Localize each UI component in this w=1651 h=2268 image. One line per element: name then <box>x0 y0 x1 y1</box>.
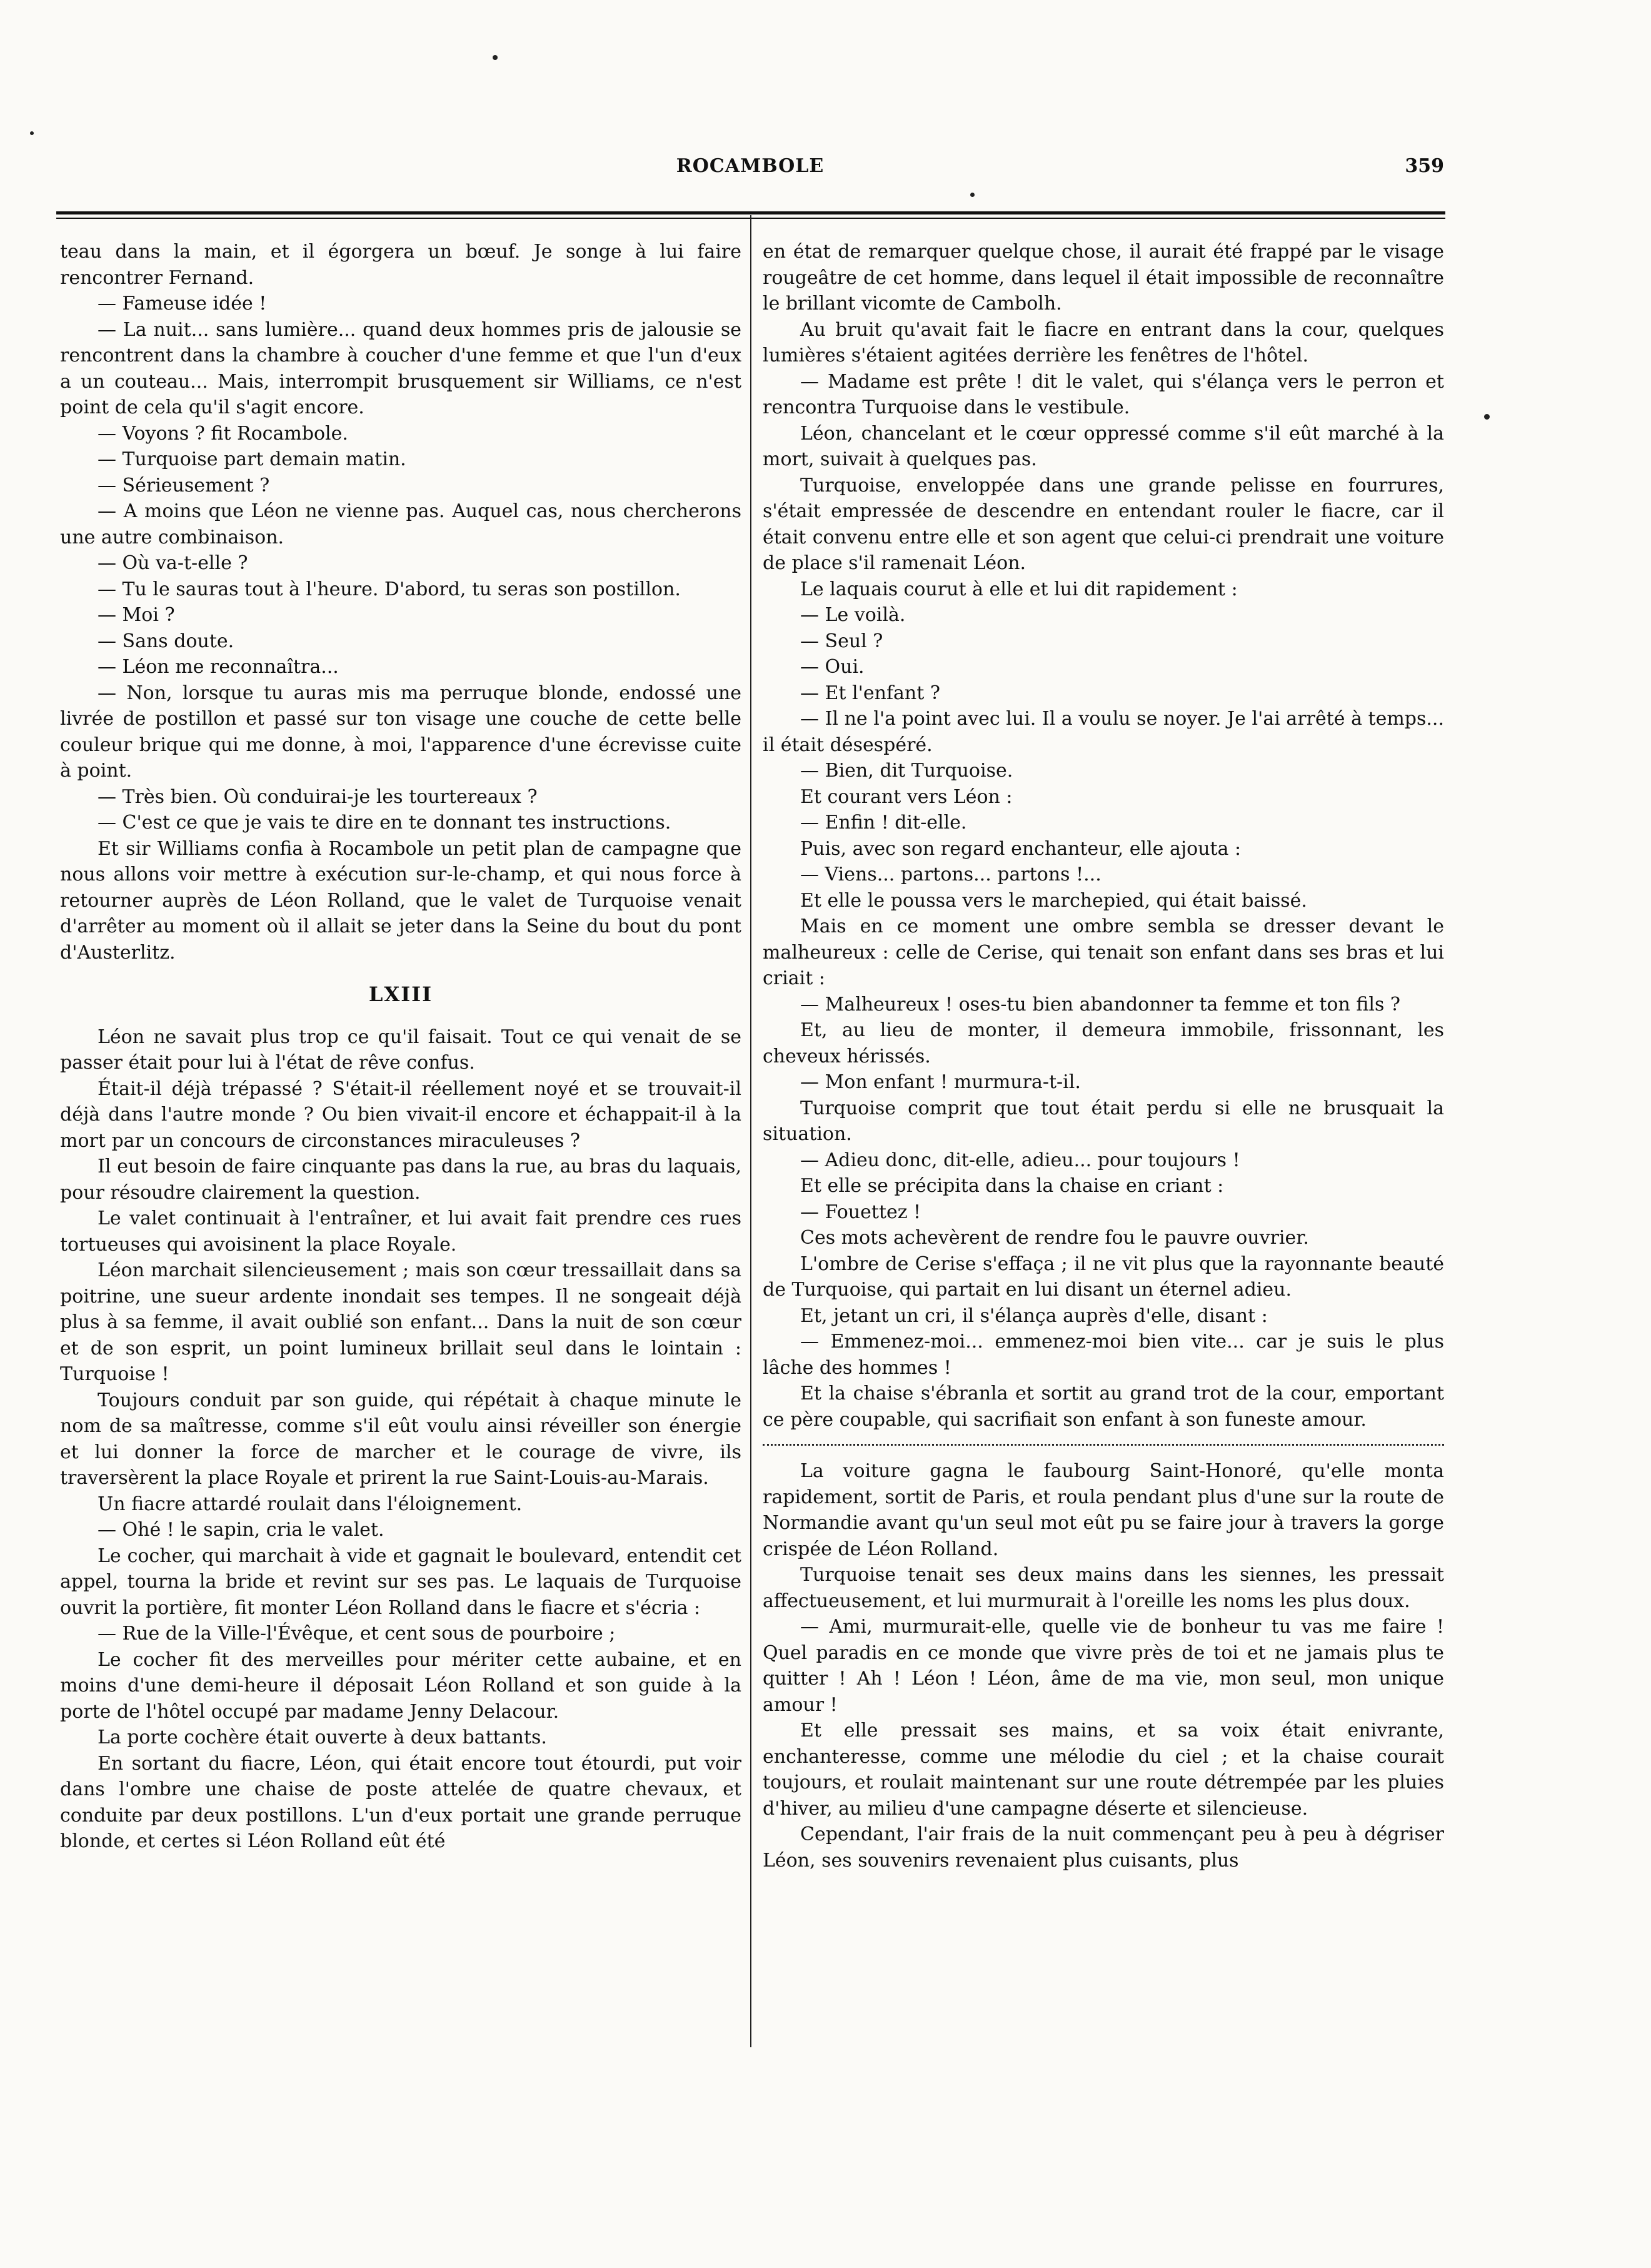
paragraph: — Ami, murmurait-elle, quelle vie de bonheur tu vas me faire ! Quel paradis en ce monde que vivre près de toi et ne jamais plus te quitter ! Ah ! Léon ! Léon, âme de ma vie, mon seul, mon unique amour ! <box>763 1616 1444 1716</box>
left-text-before-chapter <box>60 239 741 965</box>
page-header <box>56 155 1444 186</box>
left-column <box>60 239 741 1855</box>
paragraph: Un fiacre attardé roulait dans l'éloignement. <box>98 1493 523 1515</box>
page-number: 359 <box>1405 155 1444 177</box>
paragraph: Il eut besoin de faire cinquante pas dans la rue, au bras du laquais, pour résoudre clairement la question. <box>60 1156 741 1204</box>
paragraph: — Et l'enfant ? <box>800 682 940 704</box>
paragraph: — Oui. <box>800 656 865 678</box>
paragraph: Léon marchait silencieusement ; mais son cœur tressaillait dans sa poitrine, une sueur ardente inondait ses tempes. Il ne songeait déjà plus à sa femme, il avait oublié son enfant... Dans la nuit de son cœur et de son esprit, un point lumineux brillait seul dans le lointain : Turquoise ! <box>60 1259 741 1385</box>
paragraph: Et, au lieu de monter, il demeura immobile, frissonnant, les cheveux hérissés. <box>763 1019 1444 1067</box>
header-rule-thick <box>56 211 1445 214</box>
paragraph: Et elle pressait ses mains, et sa voix était enivrante, enchanteresse, comme une mélodie du ciel ; et la chaise courait toujours, et roulait maintenant sur une route détrempée par les pluies d'hiver, au milieu d'une campagne déserte et silencieuse. <box>763 1720 1444 1820</box>
ink-speck <box>970 193 975 197</box>
paragraph: La porte cochère était ouverte à deux battants. <box>98 1726 547 1748</box>
paragraph: — Seul ? <box>800 630 883 652</box>
paragraph: Turquoise tenait ses deux mains dans les siennes, les pressait affectueusement, et lui murmurait à l'oreille les noms les plus doux. <box>763 1564 1444 1612</box>
paragraph: Le laquais courut à elle et lui dit rapidement : <box>800 578 1238 600</box>
paragraph: — Ohé ! le sapin, cria le valet. <box>98 1519 384 1541</box>
paragraph: teau dans la main, et il égorgera un bœuf. Je songe à lui faire rencontrer Fernand. <box>60 241 741 289</box>
paragraph: — Madame est prête ! dit le valet, qui s'élança vers le perron et rencontra Turquoise dans le vestibule. <box>763 370 1444 418</box>
paragraph: — Où va-t-elle ? <box>98 552 248 574</box>
paragraph: Et elle le poussa vers le marchepied, qui était baissé. <box>800 889 1307 912</box>
dotted-separator <box>763 1435 1444 1446</box>
paragraph: — A moins que Léon ne vienne pas. Auquel cas, nous chercherons une autre combinaison. <box>60 500 741 548</box>
paragraph: — Le voilà. <box>800 604 906 626</box>
paragraph: Turquoise, enveloppée dans une grande pelisse en fourrures, s'était empressée de descendre en entendant rouler le fiacre, car il était convenu entre elle et son agent que celui-ci prendrait une voiture de place s'il ramenait Léon. <box>763 474 1444 574</box>
paragraph: Cependant, l'air frais de la nuit commençant peu à peu à dégriser Léon, ses souvenirs revenaient plus cuisants, plus <box>763 1823 1444 1872</box>
paragraph: Et elle se précipita dans la chaise en criant : <box>800 1175 1224 1197</box>
chapter-heading: LXIII <box>368 982 433 1006</box>
paragraph: Et sir Williams confia à Rocambole un petit plan de campagne que nous allons voir mettre à exécution sur-le-champ, et qui nous force à retourner auprès de Léon Rolland, que le valet de Turquoise venait d'arrêter au moment où il allait se jeter dans la Seine du bout du pont d'Austerlitz. <box>60 837 741 964</box>
paragraph: Puis, avec son regard enchanteur, elle ajouta : <box>800 837 1242 860</box>
paragraph: Et courant vers Léon : <box>800 785 1013 808</box>
paragraph: — Bien, dit Turquoise. <box>800 760 1013 782</box>
ink-speck <box>30 131 34 135</box>
column-divider <box>750 215 751 2047</box>
paragraph: — Tu le sauras tout à l'heure. D'abord, tu seras son postillon. <box>98 578 681 600</box>
paragraph: — Malheureux ! oses-tu bien abandonner ta femme et ton fils ? <box>800 993 1400 1016</box>
right-text-before-separator <box>763 239 1444 1433</box>
paragraph: — Turquoise part demain matin. <box>98 448 406 470</box>
running-title: ROCAMBOLE <box>676 155 825 177</box>
paragraph: — La nuit... sans lumière... quand deux hommes pris de jalousie se rencontrent dans la chambre à coucher d'une femme et que l'un d'eux a un couteau... Mais, interrompit brusquement sir Williams, ce n'est point de cela qu'il s'agit encore. <box>60 318 741 418</box>
paragraph: Toujours conduit par son guide, qui répétait à chaque minute le nom de sa maîtresse, comme s'il eût voulu ainsi réveiller son énergie et lui donner la force de marcher et le courage de vivre, ils traversèrent la place Royale et prirent la rue Saint-Louis-au-Marais. <box>60 1389 741 1489</box>
paragraph: Le valet continuait à l'entraîner, et lui avait fait prendre ces rues tortueuses qui avoisinent la place Royale. <box>60 1207 741 1256</box>
paragraph: Léon ne savait plus trop ce qu'il faisait. Tout ce qui venait de se passer était pour lui à l'état de rêve confus. <box>60 1026 741 1074</box>
paragraph: Turquoise comprit que tout était perdu si elle ne brusquait la situation. <box>763 1097 1444 1145</box>
paragraph: — Fameuse idée ! <box>98 293 267 315</box>
paragraph: — Enfin ! dit-elle. <box>800 812 967 834</box>
paragraph: — Voyons ? fit Rocambole. <box>98 422 348 445</box>
paragraph: Le cocher fit des merveilles pour mériter cette aubaine, et en moins d'une demi-heure il déposait Léon Rolland et son guide à la porte de l'hôtel occupé par madame Jenny Delacour. <box>60 1648 741 1723</box>
ink-speck <box>1484 414 1490 420</box>
paragraph: — Non, lorsque tu auras mis ma perruque blonde, endossé une livrée de postillon et passé sur ton visage une couche de cette belle couleur brique qui me donne, à moi, l'apparence d'une écrevisse cuite à point. <box>60 682 741 782</box>
ink-speck <box>493 55 498 60</box>
paragraph: — Adieu donc, dit-elle, adieu... pour toujours ! <box>800 1149 1240 1171</box>
paragraph: — Sérieusement ? <box>98 474 270 496</box>
paragraph: — Léon me reconnaîtra... <box>98 656 339 678</box>
paragraph: en état de remarquer quelque chose, il aurait été frappé par le visage rougeâtre de cet homme, dans lequel il était impossible de reconnaître le brillant vicomte de Cambolh. <box>763 241 1444 315</box>
paragraph: L'ombre de Cerise s'effaça ; il ne vit plus que la rayonnante beauté de Turquoise, qui partait en lui disant un éternel adieu. <box>763 1252 1444 1301</box>
paragraph: En sortant du fiacre, Léon, qui était encore tout étourdi, put voir dans l'ombre une chaise de poste attelée de quatre chevaux, et conduite par deux postillons. L'un d'eux portait une grande perruque blonde, et certes si Léon Rolland eût été <box>60 1752 741 1852</box>
paragraph: — Moi ? <box>98 604 175 626</box>
paragraph: Et, jetant un cri, il s'élança auprès d'elle, disant : <box>800 1304 1268 1327</box>
right-text-after-separator <box>763 1458 1444 1873</box>
paragraph: Et la chaise s'ébranla et sortit au grand trot de la cour, emportant ce père coupable, qui sacrifiait son enfant à son funeste amour. <box>763 1383 1444 1431</box>
left-text-after-chapter <box>60 1024 741 1855</box>
paragraph: Était-il déjà trépassé ? S'était-il réellement noyé et se trouvait-il déjà dans l'autre monde ? Ou bien vivait-il encore et échappait-il à la mort par un concours de circonstances miraculeuses ? <box>60 1077 741 1152</box>
paragraph: Ces mots achevèrent de rendre fou le pauvre ouvrier. <box>800 1227 1309 1249</box>
paragraph: — Sans doute. <box>98 630 234 652</box>
paragraph: — C'est ce que je vais te dire en te donnant tes instructions. <box>98 812 671 834</box>
paragraph: La voiture gagna le faubourg Saint-Honoré, qu'elle monta rapidement, sortit de Paris, et roula pendant plus d'une sur la route de Normandie avant qu'un seul mot eût pu se faire jour à travers la gorge crispée de Léon Rolland. <box>763 1460 1444 1560</box>
right-column <box>763 239 1444 1873</box>
paragraph: — Emmenez-moi... emmenez-moi bien vite... car je suis le plus lâche des hommes ! <box>763 1331 1444 1379</box>
paragraph: — Viens... partons... partons !... <box>800 864 1102 885</box>
paragraph: Léon, chancelant et le cœur oppressé comme s'il eût marché à la mort, suivait à quelques pas. <box>763 422 1444 470</box>
paragraph: — Très bien. Où conduirai-je les tourtereaux ? <box>98 785 538 808</box>
paragraph: — Mon enfant ! murmura-t-il. <box>800 1071 1081 1093</box>
paragraph: Au bruit qu'avait fait le fiacre en entrant dans la cour, quelques lumières s'étaient agitées derrière les fenêtres de l'hôtel. <box>763 318 1444 366</box>
paragraph: Le cocher, qui marchait à vide et gagnait le boulevard, entendit cet appel, tourna la bride et revint sur ses pas. Le laquais de Turquoise ouvrit la portière, fit monter Léon Rolland dans le fiacre et s'écria : <box>60 1545 741 1619</box>
paragraph: — Rue de la Ville-l'Évêque, et cent sous de pourboire ; <box>98 1623 616 1645</box>
paragraph: Mais en ce moment une ombre sembla se dresser devant le malheureux : celle de Cerise, qui tenait son enfant dans ses bras et lui criait : <box>763 915 1444 989</box>
paragraph: — Fouettez ! <box>800 1201 921 1223</box>
paragraph: — Il ne l'a point avec lui. Il a voulu se noyer. Je l'ai arrêté à temps... il était désespéré. <box>763 708 1444 756</box>
